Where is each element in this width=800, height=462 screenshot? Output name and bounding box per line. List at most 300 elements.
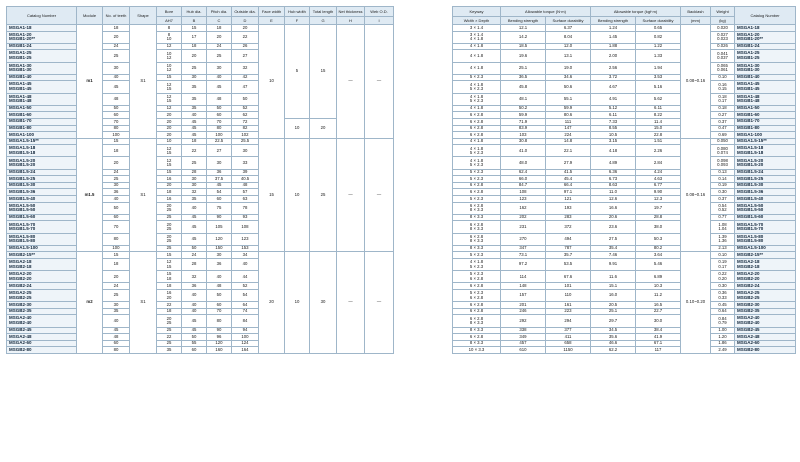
outside-dia-value: 64: [232, 302, 259, 309]
weight-value: 0.098 0.093: [711, 157, 735, 169]
catalog-number-right: MSGA1.5-15**: [735, 138, 796, 145]
outside-dia-value: 78: [232, 202, 259, 214]
table-row: [453, 182, 796, 189]
catalog-number: MSGA1.5-80 MSGB1.5-80: [7, 233, 77, 245]
surface-kgf-value: 1.22: [636, 43, 681, 50]
pitch-dia-value: 60: [207, 196, 232, 203]
table-row: [7, 118, 394, 125]
table-row: [453, 289, 796, 301]
header-f: F: [285, 17, 310, 25]
surface-nm-value: 19.0: [546, 62, 591, 74]
table-row: [453, 169, 796, 176]
header-teeth: No. of teeth: [103, 7, 130, 25]
hub-dia-value: 55: [182, 340, 207, 347]
catalog-number-right: MSGB2-24: [735, 283, 796, 290]
catalog-number: MSGB1-40: [7, 74, 77, 81]
surface-kgf-value: 16.5: [636, 302, 681, 309]
weight-value: 0.22 0.20: [711, 271, 735, 283]
weight-value: 0.10: [711, 74, 735, 81]
header-bending-kgf: Bending strength: [591, 17, 636, 25]
surface-nm-value: 294: [546, 315, 591, 327]
pitch-dia-value: 70: [207, 118, 232, 125]
keyway-value: 6 × 2.8: [453, 302, 501, 309]
bending-kgf-value: 9.91: [591, 258, 636, 270]
catalog-number-right: MSGA1-18: [735, 25, 796, 32]
teeth-value: 15: [103, 252, 130, 259]
bore-value: 12 15: [157, 258, 182, 270]
bending-nm-value: 59.9: [501, 112, 546, 119]
surface-nm-value: 14.8: [546, 138, 591, 145]
table-row: [453, 334, 796, 341]
bore-value: 12 15: [157, 81, 182, 93]
weight-value: 0.37: [711, 118, 735, 125]
keyway-value: 4 × 1.8 5 × 2.3: [453, 81, 501, 93]
header-h: H: [337, 17, 365, 25]
keyway-value: 5 × 2.3: [453, 176, 501, 183]
bending-kgf-value: 11.0: [591, 189, 636, 196]
header-web-od: Web O.D.: [365, 7, 394, 17]
outside-dia-value: 94: [232, 327, 259, 334]
catalog-number: MSGA1-45 MSGB1-45: [7, 81, 77, 93]
surface-kgf-value: 6.77: [636, 182, 681, 189]
outside-dia-value: 124: [232, 340, 259, 347]
keyway-value: 4 × 1.8: [453, 50, 501, 62]
keyway-value: 6 × 2.8: [453, 334, 501, 341]
hub-dia-value: 32: [182, 271, 207, 283]
surface-kgf-value: 80.2: [636, 245, 681, 252]
bending-kgf-value: 1.45: [591, 31, 636, 43]
keyway-value: 5 × 2.3: [453, 196, 501, 203]
total-length-value: 15: [310, 25, 337, 119]
surface-nm-value: 50.6: [546, 81, 591, 93]
surface-nm-value: 67.6: [546, 271, 591, 283]
catalog-number: MSGB1-70: [7, 118, 77, 125]
bending-nm-value: 201: [501, 302, 546, 309]
surface-nm-value: 224: [546, 132, 591, 139]
web-od-value: —: [365, 252, 394, 354]
web-od-value: —: [365, 138, 394, 252]
keyway-value: 5 × 2.3: [453, 252, 501, 259]
teeth-value: 45: [103, 81, 130, 93]
bore-value: 16: [157, 176, 182, 183]
header-torque-nm: Allowable torque (N·m): [501, 7, 591, 17]
pitch-dia-value: 50: [207, 289, 232, 301]
hub-dia-value: 15: [182, 25, 207, 32]
catalog-number: MSGA1-100: [7, 132, 77, 139]
header-c: C: [207, 17, 232, 25]
weight-value: 0.020: [711, 25, 735, 32]
bending-kgf-value: 1.24: [591, 25, 636, 32]
surface-nm-value: 372: [546, 221, 591, 233]
pitch-dia-value: 20: [207, 31, 232, 43]
table-row: [453, 62, 796, 74]
pitch-dia-value: 37.5: [207, 176, 232, 183]
header-shape: Shape: [130, 7, 157, 25]
weight-value: 0.13: [711, 169, 735, 176]
outside-dia-value: 164: [232, 347, 259, 354]
surface-nm-value: 34.6: [546, 74, 591, 81]
bending-nm-value: 349: [501, 334, 546, 341]
bore-value: 16: [157, 196, 182, 203]
outside-dia-value: 26: [232, 43, 259, 50]
table-row: [453, 202, 796, 214]
weight-value: 0.16 0.15: [711, 81, 735, 93]
bending-kgf-value: 34.5: [591, 327, 636, 334]
weight-value: 2.13: [711, 245, 735, 252]
catalog-number-right: MSGB2-35: [735, 308, 796, 315]
total-length-value: 20: [310, 118, 337, 138]
keyway-value: 6 × 2.8 8 × 3.3: [453, 315, 501, 327]
table-row: [453, 221, 796, 233]
catalog-number-right: MSGA2-18 MSGB2-18: [735, 258, 796, 270]
bending-nm-value: 14.2: [501, 31, 546, 43]
bending-kgf-value: 10.5: [591, 132, 636, 139]
surface-nm-value: 147: [546, 125, 591, 132]
surface-nm-value: 121: [546, 196, 591, 203]
bending-nm-value: 231: [501, 221, 546, 233]
keyway-value: 4 × 1.8: [453, 62, 501, 74]
outside-dia-value: 40.5: [232, 176, 259, 183]
pitch-dia-value: 22.5: [207, 138, 232, 145]
weight-value: 0.14: [711, 176, 735, 183]
hub-dia-value: 30: [182, 176, 207, 183]
bending-nm-value: 202: [501, 214, 546, 221]
bending-kgf-value: 3.15: [591, 138, 636, 145]
shape-value: S1: [130, 252, 157, 354]
bore-value: 12: [157, 105, 182, 112]
pitch-dia-value: 75: [207, 202, 232, 214]
pitch-dia-value: 27: [207, 145, 232, 157]
bore-value: 10: [157, 138, 182, 145]
hub-width-value: 5: [285, 25, 310, 119]
bore-value: 18: [157, 189, 182, 196]
header-bore: Bore: [157, 7, 182, 17]
surface-kgf-value: 38.4: [636, 327, 681, 334]
weight-value: 0.080 0.074: [711, 145, 735, 157]
bending-nm-value: 50.2: [501, 105, 546, 112]
pitch-dia-value: 105: [207, 221, 232, 233]
net-thickness-value: —: [337, 252, 365, 354]
outside-dia-value: 39: [232, 169, 259, 176]
catalog-number: MSGB2-80: [7, 347, 77, 354]
surface-nm-value: 411: [546, 334, 591, 341]
outside-dia-value: 32: [232, 62, 259, 74]
surface-nm-value: 6.37: [546, 25, 591, 32]
header-bending-nm: Bending strength: [501, 17, 546, 25]
surface-kgf-value: 4.63: [636, 176, 681, 183]
surface-nm-value: 193: [546, 202, 591, 214]
bending-nm-value: 71.9: [501, 118, 546, 125]
bending-kgf-value: 25.1: [591, 308, 636, 315]
weight-value: 0.10: [711, 252, 735, 259]
catalog-number-right: MSGA1.5-18 MSGB1.5-18: [735, 145, 796, 157]
surface-nm-value: 12.0: [546, 43, 591, 50]
bending-nm-value: 270: [501, 233, 546, 245]
bore-value: 15: [157, 74, 182, 81]
surface-nm-value: 111: [546, 118, 591, 125]
outside-dia-value: 44: [232, 271, 259, 283]
catalog-number-right: MSGA1-30 MSGB1-30: [735, 62, 796, 74]
hub-dia-value: 30: [182, 74, 207, 81]
bending-nm-value: 48.1: [501, 93, 546, 105]
bending-kgf-value: 2.56: [591, 62, 636, 74]
bending-nm-value: 18.5: [501, 43, 546, 50]
header-outside-dia: Outside dia.: [232, 7, 259, 17]
catalog-number: MSGA2-40 MSGB2-40: [7, 315, 77, 327]
teeth-value: 48: [103, 334, 130, 341]
table-row: [453, 132, 796, 139]
weight-value: 0.041 0.037: [711, 50, 735, 62]
spec-table-dimensions: [6, 6, 394, 354]
hub-dia-value: 25: [182, 157, 207, 169]
bending-nm-value: 610: [501, 347, 546, 354]
header-net-thickness: Net thickness: [337, 7, 365, 17]
hub-dia-value: 45: [182, 125, 207, 132]
weight-value: 1.08 1.04: [711, 221, 735, 233]
catalog-number: MSGA1.5-100: [7, 245, 77, 252]
pitch-dia-value: 36: [207, 258, 232, 270]
catalog-number: MSGA2-60: [7, 340, 77, 347]
bore-value: 22: [157, 334, 182, 341]
keyway-value: 6 × 2.8 8 × 3.3: [453, 221, 501, 233]
catalog-number-right: MSGA2-20 MSGB2-20: [735, 271, 796, 283]
table-row: [453, 302, 796, 309]
weight-value: 0.54 0.52: [711, 202, 735, 214]
surface-nm-value: 1150: [546, 347, 591, 354]
weight-value: 0.19: [711, 182, 735, 189]
bending-nm-value: 457: [501, 340, 546, 347]
teeth-value: 24: [103, 283, 130, 290]
weight-value: 0.027 0.023: [711, 31, 735, 43]
header-bore-sub: AH7: [157, 17, 182, 25]
pitch-dia-value: 80: [207, 315, 232, 327]
catalog-number-right: MSGB1.5-36: [735, 189, 796, 196]
surface-nm-value: 110: [546, 289, 591, 301]
keyway-value: 3 × 1.4: [453, 25, 501, 32]
bending-nm-value: 338: [501, 327, 546, 334]
hub-width-value: 10: [285, 118, 310, 138]
surface-nm-value: 658: [546, 340, 591, 347]
bending-kgf-value: 35.6: [591, 334, 636, 341]
teeth-value: 60: [103, 112, 130, 119]
bore-value: 20: [157, 182, 182, 189]
backlash-value: 0.08~0.16: [681, 25, 711, 139]
catalog-number: MSGA1.5-15**: [7, 138, 77, 145]
surface-nm-value: 35.7: [546, 252, 591, 259]
teeth-value: 45: [103, 327, 130, 334]
header-i: I: [365, 17, 394, 25]
teeth-value: 20: [103, 271, 130, 283]
surface-nm-value: 494: [546, 233, 591, 245]
teeth-value: 40: [103, 196, 130, 203]
hub-dia-value: 45: [182, 327, 207, 334]
header-weight-unit: (kg): [711, 17, 735, 25]
keyway-value: 4 × 1.8 5 × 2.3: [453, 145, 501, 157]
hub-dia-value: 35: [182, 93, 207, 105]
teeth-value: 18: [103, 258, 130, 270]
hub-dia-value: 17: [182, 31, 207, 43]
bore-value: 25: [157, 327, 182, 334]
keyway-value: 5 × 2.3 6 × 2.8: [453, 271, 501, 283]
table-row: [453, 347, 796, 354]
bending-kgf-value: 4.91: [591, 93, 636, 105]
header-keyway: Keyway: [453, 7, 501, 17]
keyway-value: 5 × 2.3 6 × 2.8: [453, 289, 501, 301]
catalog-number: MSGB2-24: [7, 283, 77, 290]
teeth-value: 35: [103, 308, 130, 315]
weight-value: 0.69: [711, 132, 735, 139]
bore-value: 20: [157, 112, 182, 119]
catalog-number: MSGA2-48: [7, 334, 77, 341]
catalog-number: MSGA2-18 MSGB2-18: [7, 258, 77, 270]
surface-kgf-value: 2.84: [636, 157, 681, 169]
surface-kgf-value: 22.7: [636, 308, 681, 315]
bore-value: 35: [157, 347, 182, 354]
backlash-value: 0.10~0.20: [681, 252, 711, 354]
pitch-dia-value: 96: [207, 334, 232, 341]
catalog-number: MSGB1.5-40: [7, 196, 77, 203]
bore-value: 15: [157, 252, 182, 259]
outside-dia-value: 27: [232, 50, 259, 62]
outside-dia-value: 57: [232, 189, 259, 196]
keyway-value: 8 × 3.3: [453, 327, 501, 334]
surface-nm-value: 97.1: [546, 189, 591, 196]
header-e: E: [259, 17, 285, 25]
pitch-dia-value: 90: [207, 214, 232, 221]
outside-dia-value: 52: [232, 105, 259, 112]
catalog-number-right: MSGA1.5-50 MSGB1.5-50: [735, 202, 796, 214]
pitch-dia-value: 30: [207, 252, 232, 259]
hub-dia-value: 45: [182, 132, 207, 139]
surface-kgf-value: 1.51: [636, 138, 681, 145]
keyway-value: 6 × 2.8: [453, 125, 501, 132]
catalog-number-right: MSGB1-80: [735, 125, 796, 132]
pitch-dia-value: 40: [207, 74, 232, 81]
weight-value: 0.27: [711, 112, 735, 119]
bending-nm-value: 108: [501, 189, 546, 196]
catalog-number-right: MSGB1-70: [735, 118, 796, 125]
keyway-value: 3 × 1.4 4 × 1.8: [453, 31, 501, 43]
weight-value: 1.00: [711, 327, 735, 334]
keyway-value: 4 × 1.8 5 × 2.3: [453, 157, 501, 169]
module-value: m2: [77, 252, 103, 354]
catalog-number-right: MSGB1.5-24: [735, 169, 796, 176]
surface-nm-value: 41.5: [546, 169, 591, 176]
hub-dia-value: 40: [182, 289, 207, 301]
catalog-number-right: MSGA1-100: [735, 132, 796, 139]
bending-nm-value: 162: [501, 202, 546, 214]
keyway-value: 6 × 2.8: [453, 118, 501, 125]
teeth-value: 24: [103, 43, 130, 50]
header-d: D: [232, 17, 259, 25]
bending-nm-value: 123: [501, 196, 546, 203]
outside-dia-value: 25.5: [232, 138, 259, 145]
surface-kgf-value: 3.64: [636, 252, 681, 259]
weight-value: 0.050: [711, 138, 735, 145]
teeth-value: 60: [103, 214, 130, 221]
bending-kgf-value: 16.6: [591, 202, 636, 214]
pitch-dia-value: 45: [207, 81, 232, 93]
table-row: [453, 93, 796, 105]
header-module: Module: [77, 7, 103, 25]
teeth-value: 30: [103, 182, 130, 189]
surface-nm-value: 161: [546, 302, 591, 309]
surface-nm-value: 27.9: [546, 157, 591, 169]
table-row: [453, 245, 796, 252]
surface-kgf-value: 11.4: [636, 118, 681, 125]
bending-nm-value: 48.0: [501, 157, 546, 169]
teeth-value: 50: [103, 202, 130, 214]
surface-kgf-value: 30.0: [636, 315, 681, 327]
weight-value: 0.45: [711, 302, 735, 309]
bending-kgf-value: 20.5: [591, 302, 636, 309]
outside-dia-value: 50: [232, 93, 259, 105]
bending-kgf-value: 8.63: [591, 182, 636, 189]
bending-nm-value: 12.1: [501, 25, 546, 32]
catalog-number-right: MSGA1.5-80 MSGB1.5-80: [735, 233, 796, 245]
surface-kgf-value: 1.33: [636, 50, 681, 62]
teeth-value: 25: [103, 289, 130, 301]
teeth-value: 100: [103, 245, 130, 252]
bending-kgf-value: 20.6: [591, 214, 636, 221]
catalog-number: MSGB1.5-24: [7, 169, 77, 176]
surface-nm-value: 223: [546, 308, 591, 315]
table-row: [453, 283, 796, 290]
table-row: [453, 189, 796, 196]
table-row: [453, 112, 796, 119]
surface-nm-value: 59.9: [546, 105, 591, 112]
bending-kgf-value: 62.2: [591, 347, 636, 354]
catalog-number-right: MSGB2-80: [735, 347, 796, 354]
hub-dia-value: 25: [182, 62, 207, 74]
hub-dia-value: 20: [182, 50, 207, 62]
pitch-dia-value: 25: [207, 50, 232, 62]
outside-dia-value: 20: [232, 25, 259, 32]
bore-value: 25: [157, 245, 182, 252]
outside-dia-value: 54: [232, 289, 259, 301]
bending-nm-value: 157: [501, 289, 546, 301]
pitch-dia-value: 18: [207, 25, 232, 32]
teeth-value: 60: [103, 340, 130, 347]
pitch-dia-value: 90: [207, 327, 232, 334]
teeth-value: 70: [103, 118, 130, 125]
weight-value: 0.30: [711, 283, 735, 290]
weight-value: 0.18: [711, 105, 735, 112]
bending-kgf-value: 2.00: [591, 50, 636, 62]
teeth-value: 25: [103, 176, 130, 183]
keyway-value: 6 × 2.8: [453, 112, 501, 119]
hub-dia-value: 30: [182, 182, 207, 189]
surface-nm-value: 283: [546, 214, 591, 221]
surface-kgf-value: 1.94: [636, 62, 681, 74]
hub-dia-value: 45: [182, 221, 207, 233]
bending-kgf-value: 46.6: [591, 340, 636, 347]
outside-dia-value: 42: [232, 74, 259, 81]
bending-kgf-value: 1.88: [591, 43, 636, 50]
teeth-value: 48: [103, 93, 130, 105]
bore-value: 8: [157, 25, 182, 32]
face-width-value: 15: [259, 138, 285, 252]
outside-dia-value: 123: [232, 233, 259, 245]
catalog-number-right: MSGA1.5-100: [735, 245, 796, 252]
bore-value: 12 15: [157, 145, 182, 157]
shape-value: S1: [130, 138, 157, 252]
weight-value: 1.39 1.36: [711, 233, 735, 245]
bore-value: 20 25: [157, 221, 182, 233]
catalog-number: MSGA1-50: [7, 105, 77, 112]
hub-dia-value: 28: [182, 169, 207, 176]
bending-nm-value: 114: [501, 271, 546, 283]
